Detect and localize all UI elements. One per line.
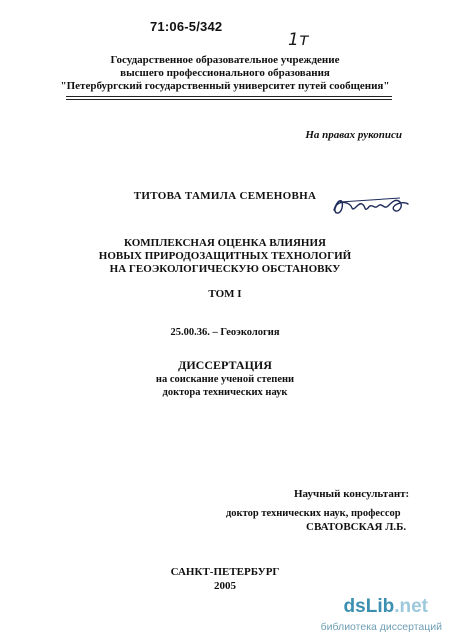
handwritten-note: 1т <box>288 30 309 50</box>
author-signature <box>330 192 412 220</box>
consultant-label: Научный консультант: <box>294 488 410 500</box>
degree-block <box>0 373 450 399</box>
consultant-degree: доктор технических наук, профессор <box>226 508 401 519</box>
document-type: ДИССЕРТАЦИЯ <box>178 358 272 372</box>
institution-divider-1 <box>66 96 392 97</box>
institution-line-1: Государственное образовательное учреждение <box>110 54 340 66</box>
degree-line-2: доктора технических наук <box>162 387 288 398</box>
title-line-2: НОВЫХ ПРИРОДОЗАЩИТНЫХ ТЕХНОЛОГИЙ <box>98 250 352 262</box>
specialty-code: 25.00.36. – Геоэкология <box>170 327 280 338</box>
watermark <box>282 596 450 640</box>
institution-line-2: высшего профессионального образования <box>120 67 330 79</box>
dissertation-title <box>0 237 450 276</box>
institution-divider-2 <box>66 99 392 100</box>
degree-line-1: на соискание ученой степени <box>155 374 295 385</box>
watermark-tagline: библиотека диссертаций <box>320 621 442 633</box>
city: САНКТ-ПЕТЕРБУРГ <box>170 566 280 578</box>
watermark-logo-tld: .net <box>394 596 428 617</box>
volume-label: ТОМ I <box>208 288 242 300</box>
watermark-logo <box>344 596 428 618</box>
title-line-3: НА ГЕОЭКОЛОГИЧЕСКУЮ ОБСТАНОВКУ <box>109 263 341 275</box>
consultant-name: СВАТОВСКАЯ Л.Б. <box>306 521 407 533</box>
city-year-block <box>0 565 450 593</box>
rights-note: На правах рукописи <box>305 129 402 141</box>
catalog-number: 71:06-5/342 <box>150 19 223 34</box>
institution-line-3: "Петербургский государственный университет путей сообщения" <box>60 80 390 92</box>
watermark-logo-name: dsLib <box>343 596 395 617</box>
author-name: ТИТОВА ТАМИЛА СЕМЕНОВНА <box>133 190 317 202</box>
institution-block <box>0 54 450 93</box>
year: 2005 <box>214 580 236 592</box>
title-line-1: КОМПЛЕКСНАЯ ОЦЕНКА ВЛИЯНИЯ <box>124 237 326 249</box>
